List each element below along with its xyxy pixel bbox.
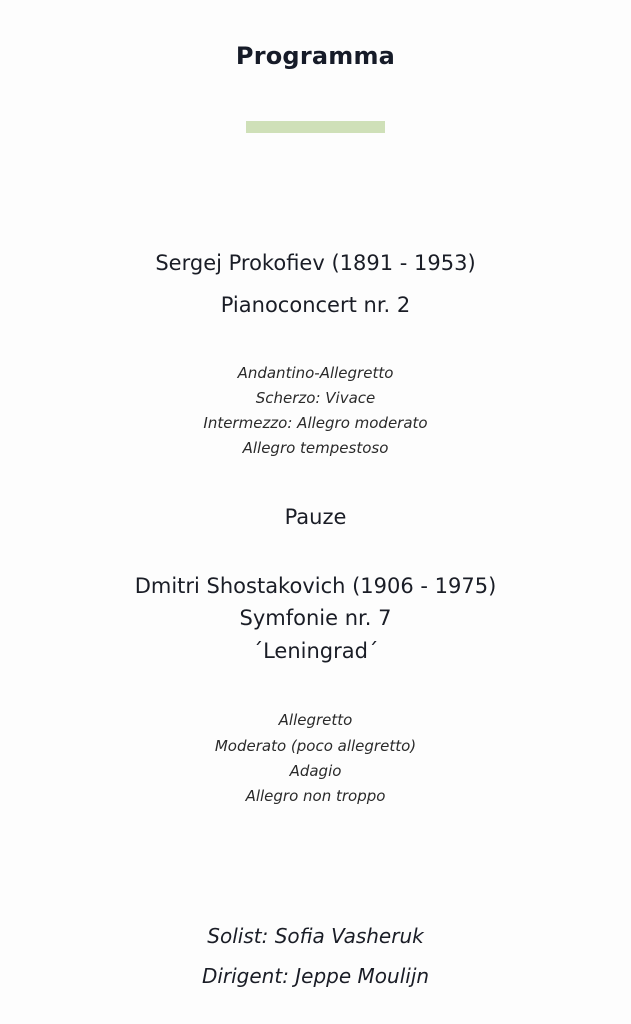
work-pianoconcert: Pianoconcert nr. 2	[220, 293, 411, 317]
movement-item: Moderato (poco allegretto)	[214, 737, 417, 755]
movement-item: Allegretto	[278, 711, 353, 729]
movement-item: Scherzo: Vivace	[255, 389, 376, 407]
movement-item: Allegro non troppo	[245, 787, 386, 805]
work-subtitle: ´Leningrad´	[252, 639, 379, 663]
conductor-credit: Dirigent: Jeppe Moulijn	[201, 964, 430, 988]
soloist-credit: Solist: Sofia Vasheruk	[207, 924, 424, 948]
pause-label: Pauze	[284, 505, 347, 529]
title-accent-bar	[246, 121, 385, 133]
composer-shostakovich: Dmitri Shostakovich (1906 - 1975)	[134, 574, 497, 598]
page-title: Programma	[235, 42, 396, 70]
composer-prokofiev: Sergej Prokofiev (1891 - 1953)	[155, 251, 476, 275]
movement-item: Andantino-Allegretto	[237, 364, 394, 382]
movement-item: Adagio	[289, 762, 342, 780]
movement-item: Allegro tempestoso	[242, 439, 389, 457]
movement-item: Intermezzo: Allegro moderato	[203, 414, 428, 432]
work-symfonie: Symfonie nr. 7	[239, 606, 392, 630]
